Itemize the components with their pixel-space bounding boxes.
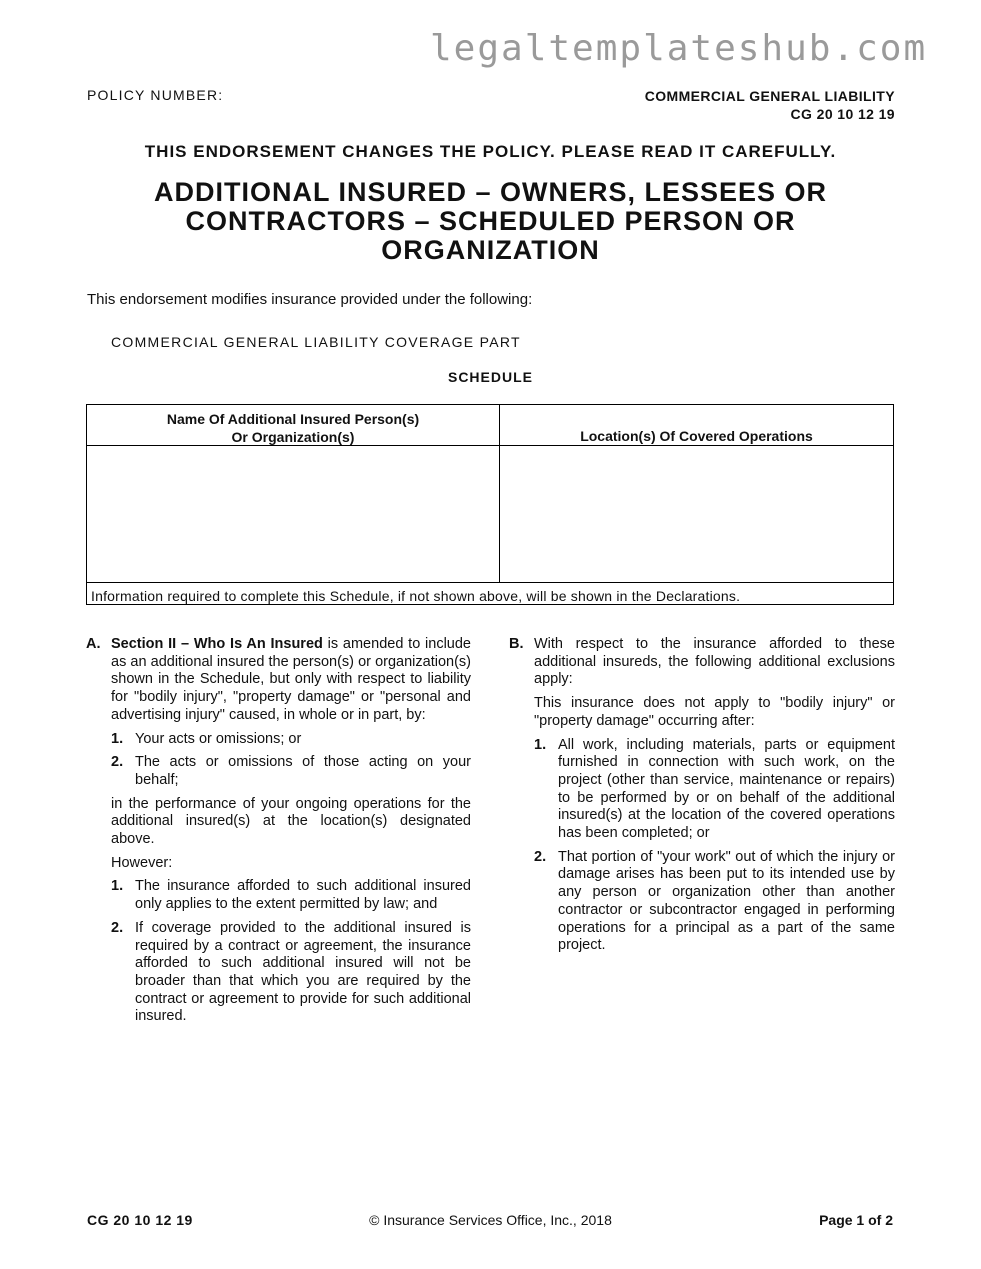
column-header-line: Name Of Additional Insured Person(s) bbox=[166, 411, 420, 427]
footer-page-number: Page 1 of 2 bbox=[819, 1212, 893, 1228]
footer-form-number: CG 20 10 12 19 bbox=[87, 1212, 193, 1228]
modifies-statement: This endorsement modifies insurance provided under the following: bbox=[87, 291, 533, 308]
list-item-text: The insurance afforded to such additional insured only applies to the extent permitted by law; and bbox=[135, 878, 471, 913]
schedule-note: Information required to complete this Schedule, if not shown above, will be shown in the Declarations. bbox=[91, 588, 741, 604]
list-item bbox=[111, 731, 471, 749]
section-a-continuation: in the performance of your ongoing operations for the additional insured(s) at the location(s) designated above. bbox=[111, 795, 471, 848]
column-header-insured-name bbox=[87, 410, 499, 446]
list-item-text: Your acts or omissions; or bbox=[135, 730, 302, 747]
list-item-number: 1. bbox=[111, 878, 124, 895]
list-item-text: If coverage provided to the additional insured is required by a contract or agreement, the insurance afforded to such additional insured will not be broader than that which you are required by the contract or agreement to provide for such additional insured. bbox=[135, 919, 471, 1025]
list-item-number: 1. bbox=[534, 736, 547, 753]
schedule-table bbox=[86, 404, 894, 605]
list-item-text: All work, including materials, parts or equipment furnished in connection with such work, on the project (other than service, maintenance or repairs) to be performed by or on behalf of the additional insured(s) at the location of the covered operations has been completed; or bbox=[558, 736, 895, 842]
schedule-heading: SCHEDULE bbox=[447, 369, 533, 385]
footer-divider bbox=[87, 582, 893, 583]
however-label: However: bbox=[111, 854, 173, 871]
list-item bbox=[111, 920, 471, 1026]
section-a-heading: Section II – Who Is An Insured bbox=[111, 636, 323, 652]
column-header-line: Or Organization(s) bbox=[231, 429, 355, 445]
title-line: ORGANIZATION bbox=[381, 235, 600, 265]
list-item bbox=[534, 849, 895, 955]
document-title bbox=[120, 178, 861, 265]
footer-copyright: © Insurance Services Office, Inc., 2018 bbox=[369, 1212, 612, 1228]
section-b-intro: With respect to the insurance afforded to these additional insureds, the following additional exclusions apply: bbox=[534, 636, 895, 688]
section-b-paragraph: This insurance does not apply to "bodily injury" or "property damage" occurring after: bbox=[534, 695, 895, 729]
form-number: CG 20 10 12 19 bbox=[790, 106, 895, 122]
section-b-label: B. bbox=[509, 636, 524, 652]
line-of-business: COMMERCIAL GENERAL LIABILITY bbox=[644, 88, 895, 104]
section-a bbox=[86, 636, 471, 1032]
list-item bbox=[111, 878, 471, 913]
watermark: legaltemplateshub.com bbox=[430, 28, 928, 69]
list-item bbox=[111, 754, 471, 789]
list-item-text: The acts or omissions of those acting on your behalf; bbox=[135, 754, 471, 788]
section-a-label: A. bbox=[86, 636, 101, 652]
column-header-locations: Location(s) Of Covered Operations bbox=[580, 428, 813, 444]
policy-number-label: POLICY NUMBER: bbox=[87, 87, 224, 103]
section-a-intro-text: is amended to include as an additional insured the person(s) or organization(s) shown in the Schedule, but only with respect to liability for "bodily injury", "property damage" or "personal and advertising injury" caused, in whole or in part, by: bbox=[111, 636, 471, 723]
form-identifier bbox=[645, 87, 895, 123]
list-item-text: That portion of "your work" out of which the injury or damage arises has been put to its intended use by any person or organization other than another contractor or subcontractor engaged in performing operations for a principal as a part of the same project. bbox=[558, 848, 895, 954]
endorsement-notice: THIS ENDORSEMENT CHANGES THE POLICY. PLEASE READ IT CAREFULLY. bbox=[144, 142, 837, 161]
section-b bbox=[509, 636, 895, 961]
list-item-number: 1. bbox=[111, 730, 124, 747]
coverage-part: COMMERCIAL GENERAL LIABILITY COVERAGE PART bbox=[111, 334, 521, 350]
section-a-intro bbox=[111, 636, 471, 725]
list-item-number: 2. bbox=[111, 919, 124, 936]
list-item-number: 2. bbox=[111, 754, 124, 771]
title-line: CONTRACTORS – SCHEDULED PERSON OR bbox=[185, 206, 796, 236]
title-line: ADDITIONAL INSURED – OWNERS, LESSEES OR bbox=[153, 177, 828, 207]
list-item-number: 2. bbox=[534, 848, 547, 865]
list-item bbox=[534, 737, 895, 843]
